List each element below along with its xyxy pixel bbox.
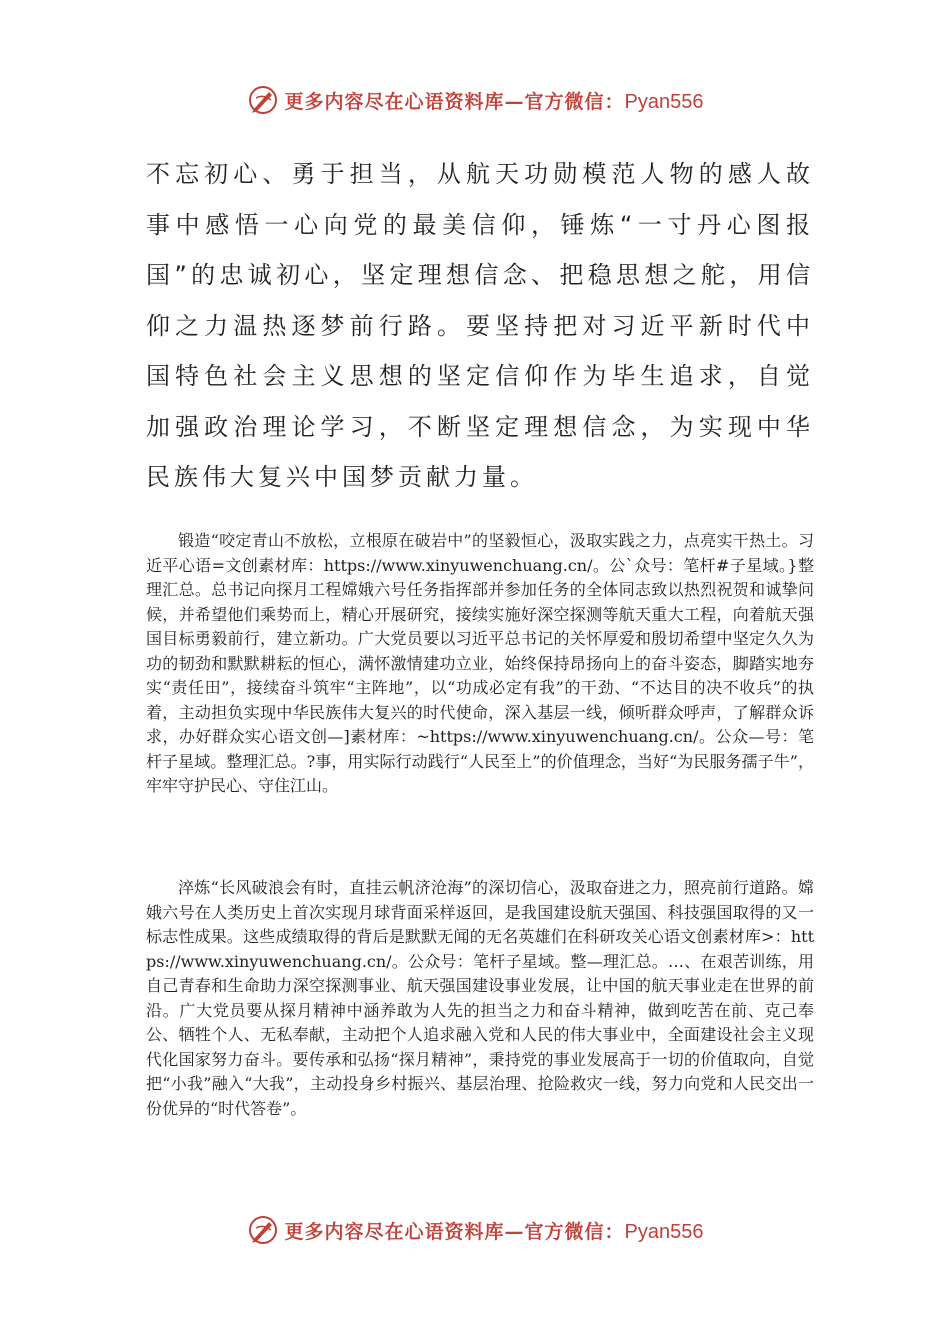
footer-banner-text: 更多内容尽在心语资料库—官方微信：Pyan556	[284, 1220, 704, 1243]
header-wechat-id: Pyan556	[624, 90, 704, 113]
header-banner-text: 更多内容尽在心语资料库—官方微信：Pyan556	[284, 90, 704, 113]
pen-logo-icon	[247, 84, 279, 116]
body-paragraph-1: 锻造“咬定青山不放松，立根原在破岩中”的坚毅恒心，汲取实践之力，点亮实干热土。习近平心语=文创素材库：https://www.xinyuwenchuang.cn/。公`众号：笔杆#子星域。}整理汇总。总书记向探月工程嫦娥六号任务指挥部并参加任务的全体同志致以热烈祝贺和诚挚问候，并希望他们乘势而上，精心开展研究，接续实施好深空探测等航天重大工程，向着航天强国目标勇毅前行，建立新功。广大党员要以习近平总书记的关怀厚爱和殷切希望中坚定久久为功的韧劲和默默耕耘的恒心，满怀激情建功立业，始终保持昂扬向上的奋斗姿态，脚踏实地夯实“责任田”，接续奋斗筑牢“主阵地”，以“功成必定有我”的干劲、“不达目的决不收兵”的执着，主动担负实现中华民族伟大复兴的时代使命，深入基层一线，倾听群众呼声，了解群众诉求，办好群众实心语文创—]素材库：~https://www.xinyuwenchuang.cn/。公众—号：笔杆子星域。整理汇总。?事，用实际行动践行“人民至上”的价值理念，当好“为民服务孺子牛”，牢牢守护民心、守住江山。	[146, 531, 814, 795]
header-banner	[0, 82, 950, 118]
body-paragraph-2: 淬炼“长风破浪会有时，直挂云帆济沧海”的深切信心，汲取奋进之力，照亮前行道路。嫦娥六号在人类历史上首次实现月球背面采样返回，是我国建设航天强国、科技强国取得的又一标志性成果。这些成绩取得的背后是默默无闻的无名英雄们在科研攻关心语文创素材库>：https://www.xinyuwenchuang.cn/。公众号：笔杆子星域。整—理汇总。…、在艰苦训练，用自己青春和生命助力深空探测事业、航天强国建设事业发展，让中国的航天事业走在世界的前沿。广大党员要从探月精神中涵养敢为人先的担当之力和奋斗精神，做到吃苦在前、克己奉公、牺牲个人、无私奉献，主动把个人追求融入党和人民的伟大事业中，全面建设社会主义现代化国家努力奋斗。要传承和弘扬“探月精神”，秉持党的事业发展高于一切的价值取向，自觉把“小我”融入“大我”，主动投身乡村振兴、基层治理、抢险救灾一线，努力向党和人民交出一份优异的“时代答卷”。	[146, 878, 814, 1118]
pen-logo-icon	[247, 1214, 279, 1246]
footer-banner	[0, 1212, 950, 1248]
footer-wechat-id: Pyan556	[624, 1220, 704, 1243]
lead-paragraph: 不忘初心、勇于担当，从航天功勋模范人物的感人故事中感悟一心向党的最美信仰，锤炼“一寸丹心图报国”的忠诚初心，坚定理想信念、把稳思想之舵，用信仰之力温热逐梦前行路。要坚持把对习近平新时代中国特色社会主义思想的坚定信仰作为毕生追求，自觉加强政治理论学习，不断坚定理想信念，为实现中华民族伟大复兴中国梦贡献力量。	[146, 160, 814, 491]
